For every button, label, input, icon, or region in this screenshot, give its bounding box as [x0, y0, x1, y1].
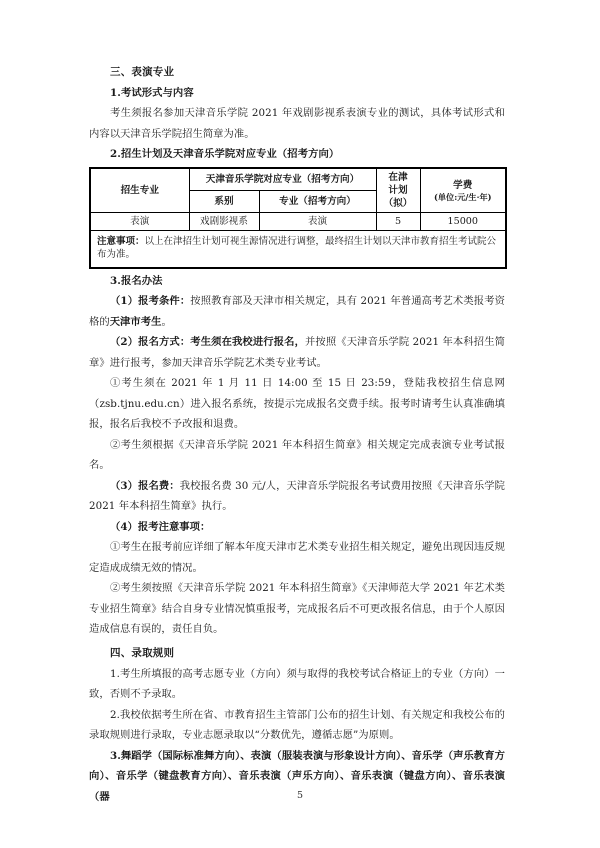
- text-application-condition-end: 。: [161, 315, 172, 328]
- paragraph-exam-form: 考生须报名参加天津音乐学院 2021 年戏剧影视系表演专业的测试，具体考试形式和内容以天津音乐学院招生简章为准。: [89, 107, 505, 140]
- paragraph-notice-2: ②考生须按照《天津音乐学院 2021 年本科招生简章》《天津师范大学 2021 年艺术类专业招生简章》结合自身专业情况慎重报考，完成报名后不可更改报名信息，由于个人原因造成信息有误的，责任自负。: [89, 582, 505, 635]
- th-major: 招生专业: [90, 168, 189, 213]
- label-application-notices: （4）报考注意事项：: [110, 520, 211, 533]
- cell-department: 戏剧影视系: [189, 213, 259, 231]
- th-plan-line3: （拟）: [383, 198, 413, 209]
- label-application-fee: （3）报名费：: [110, 479, 180, 492]
- subsection-heading-application-method: 3.报名办法: [110, 275, 163, 287]
- section-heading-performance-major: 三、表演专业: [110, 66, 175, 78]
- th-tuition-unit: (单位:元/生·年): [433, 191, 492, 202]
- cell-major-direction: 表演: [259, 213, 376, 231]
- paragraph-application-sub1: ①考生须在 2021 年 1 月 11 日 14:00 至 15 日 23:59，登陆我校招生信息网（zsb.tjnu.edu.cn）进入报名系统，按提示完成报名交费手续。报考时请考生认真准确填报，报名后我校不予改报和退费。: [89, 377, 505, 430]
- text-application-fee: 我校报名费 30 元/人，天津音乐学院报名考试费用按照《天津音乐学院 2021 年本科招生简章》执行。: [89, 479, 505, 512]
- th-tuition-main: 学费: [453, 179, 473, 191]
- paragraph-admission-rule-2: 2.我校依据考生所在省、市教育招生主管部门公布的招生计划、有关规定和我校公布的录取规则进行录取，专业志愿录取以“分数优先，遵循志愿”为原则。: [89, 708, 505, 741]
- paragraph-application-way: [89, 332, 505, 373]
- enrollment-plan-table: [89, 167, 507, 269]
- th-plan-line1: 在津: [388, 172, 408, 183]
- cell-note: [90, 231, 506, 269]
- page-content: [89, 62, 505, 807]
- text-application-condition: 按照教育部及天津市相关规定，具有 2021 年普通高考艺术类报考资格的: [89, 295, 505, 328]
- th-tuition: [420, 168, 506, 213]
- paragraph-application-fee: [89, 476, 505, 517]
- subsection-heading-enrollment-plan: 2.招生计划及天津音乐学院对应专业（招考方向）: [110, 148, 340, 160]
- enrollment-plan-table-wrapper: [89, 167, 505, 269]
- cell-major: 表演: [90, 213, 189, 231]
- label-application-way: （2）报名方式：: [110, 336, 191, 348]
- paragraph-notice-1: ①考生在报考前应详细了解本年度天津市艺术类专业招生相关规定，避免出现因违反规定造成成绩无效的情况。: [89, 541, 505, 574]
- paragraph-application-sub2: ②考生须根据《天津音乐学院 2021 年本科招生简章》相关规定完成表演专业考试报名。: [89, 438, 505, 471]
- cell-plan-count: 5: [376, 213, 420, 231]
- text-application-condition-bold: 天津市考生: [109, 315, 162, 328]
- th-plan-line2: 计划: [388, 185, 408, 196]
- text-application-way: 并按照《天津音乐学院 2021 年本科招生简章》进行报考，参加天津音乐学院艺术类专业考试。: [89, 336, 505, 369]
- paragraph-admission-rule-3: 3.舞蹈学（国际标准舞方向）、表演（服装表演与形象设计方向）、音乐学（声乐教育方向）、音乐学（键盘教育方向）、音乐表演（声乐方向）、音乐表演（键盘方向）、音乐表演（器: [89, 749, 505, 803]
- cell-tuition: 15000: [420, 213, 506, 231]
- label-application-condition: （1）报考条件：: [110, 295, 191, 307]
- text-application-way-bold: 考生须在我校进行报名，: [190, 336, 305, 348]
- paragraph-application-condition: [89, 291, 505, 332]
- th-plan-count: [376, 168, 420, 213]
- page-number: 5: [296, 790, 304, 801]
- table-row: [90, 213, 506, 231]
- subsection-heading-exam-form: 1.考试形式与内容: [110, 87, 194, 99]
- table-header-row-1: [90, 168, 506, 191]
- th-major-direction: 专业（招考方向）: [259, 191, 376, 213]
- section-heading-admission-rules: 四、录取规则: [110, 646, 175, 659]
- th-corresponding-group: 天津音乐学院对应专业（招考方向）: [189, 168, 376, 191]
- note-text: 以上在津招生计划可视生源情况进行调整，最终招生计划以天津市教育招生考试院公布为准。: [97, 236, 497, 260]
- th-department: 系别: [189, 191, 259, 213]
- table-note-row: [90, 231, 506, 269]
- paragraph-admission-rule-1: 1.考生所填报的高考志愿专业（方向）须与取得的我校考试合格证上的专业（方向）一致，否则不予录取。: [89, 667, 505, 700]
- note-label: 注意事项：: [97, 236, 145, 247]
